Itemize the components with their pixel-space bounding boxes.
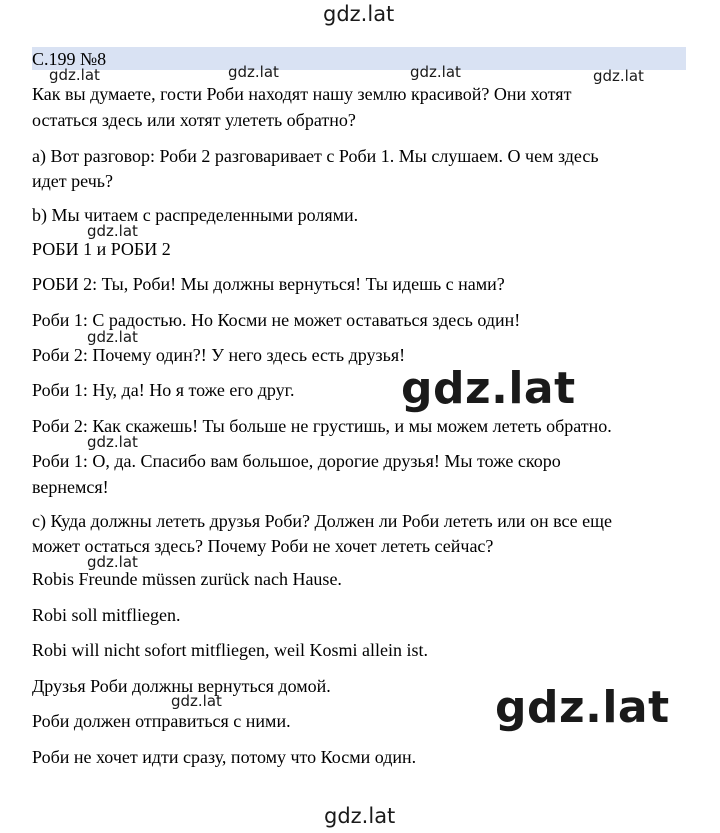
watermark-small: gdz.lat xyxy=(87,222,138,240)
text-line: Роби 2: Почему один?! У него здесь есть друзья! xyxy=(32,345,406,365)
watermark-small: gdz.lat xyxy=(228,63,279,81)
text-line: Роби 2: Как скажешь! Ты больше не грустишь, и мы можем лететь обратно. xyxy=(32,416,612,436)
watermark-small: gdz.lat xyxy=(49,66,100,84)
text-line: Robi will nicht sofort mitfliegen, weil Kosmi allein ist. xyxy=(32,640,428,660)
watermark-small: gdz.lat xyxy=(171,692,222,710)
text-line: Как вы думаете, гости Роби находят нашу землю красивой? Они хотят xyxy=(32,84,572,104)
watermark-small: gdz.lat xyxy=(87,553,138,571)
text-line: Друзья Роби должны вернуться домой. xyxy=(32,676,331,696)
text-line: Роби 1: Ну, да! Но я тоже его друг. xyxy=(32,380,295,400)
text-line: может остаться здесь? Почему Роби не хочет лететь сейчас? xyxy=(32,536,494,556)
text-line: Роби 1: С радостью. Но Косми не может оставаться здесь один! xyxy=(32,310,521,330)
text-line: Роби 1: О, да. Спасибо вам большое, дорогие друзья! Мы тоже скоро xyxy=(32,451,561,471)
text-line: РОБИ 2: Ты, Роби! Мы должны вернуться! Ты идешь с нами? xyxy=(32,274,505,294)
watermark-small: gdz.lat xyxy=(87,328,138,346)
text-line: b) Мы читаем с распределенными ролями. xyxy=(32,205,359,225)
watermark-small: gdz.lat xyxy=(593,67,644,85)
text-line: Роби должен отправиться с ними. xyxy=(32,711,291,731)
text-line: а) Вот разговор: Роби 2 разговаривает с Роби 1. Мы слушаем. О чем здесь xyxy=(32,146,599,166)
text-line: Robis Freunde müssen zurück nach Hause. xyxy=(32,569,342,589)
watermark-top: gdz.lat xyxy=(323,2,395,26)
watermark-large: gdz.lat xyxy=(495,682,670,733)
text-line: идет речь? xyxy=(32,171,113,191)
watermark-bottom: gdz.lat xyxy=(324,804,396,828)
text-line: вернемся! xyxy=(32,477,109,497)
text-line: РОБИ 1 и РОБИ 2 xyxy=(32,239,171,259)
header-bar xyxy=(32,47,686,70)
watermark-small: gdz.lat xyxy=(410,63,461,81)
text-line: Robi soll mitfliegen. xyxy=(32,605,181,625)
text-line: Роби не хочет идти сразу, потому что Косми один. xyxy=(32,747,417,767)
text-line: c) Куда должны лететь друзья Роби? Должен ли Роби лететь или он все еще xyxy=(32,511,613,531)
text-line: остаться здесь или хотят улететь обратно? xyxy=(32,110,356,130)
exercise-header: С.199 №8 xyxy=(32,49,107,69)
watermark-large: gdz.lat xyxy=(401,363,576,414)
watermark-small: gdz.lat xyxy=(87,433,138,451)
